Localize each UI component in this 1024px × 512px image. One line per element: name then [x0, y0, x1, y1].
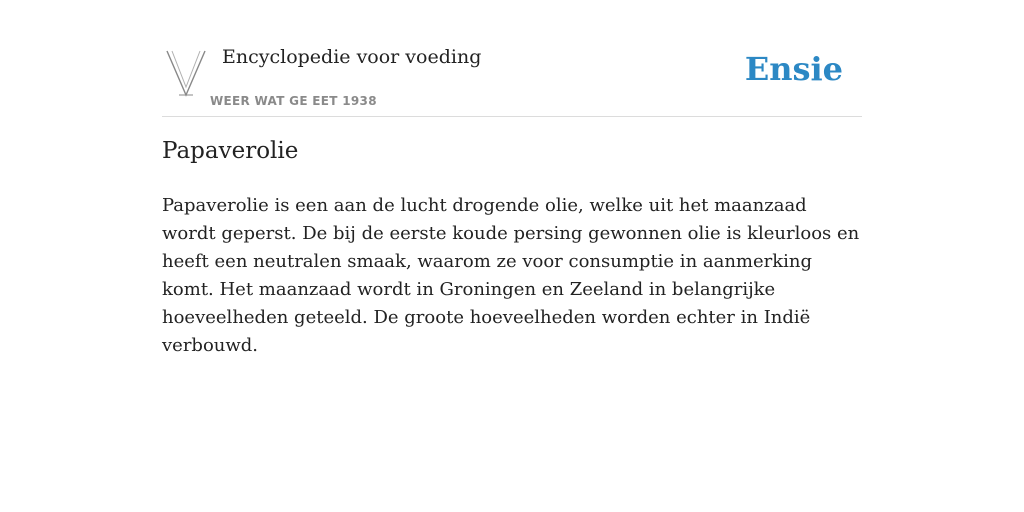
ensie-logo-link[interactable]: Ensie — [744, 50, 843, 88]
article-body: Papaverolie is een aan de lucht drogende olie, welke uit het maanzaad wordt geperst. De bij de eerste koude persing gewonnen olie is kleurloos en heeft een neutralen smaak, waarom ze voor consumptie in aanmerking komt. Het maanzaad wordt in Groningen en Zeeland in belangrijke hoeveelheden geteeld. De groote hoeveelheden worden echter in Indië verbouwd. — [162, 195, 860, 356]
article-title: Papaverolie — [162, 138, 299, 164]
header — [162, 40, 862, 117]
encyclopedia-title-link[interactable]: Encyclopedie voor voeding — [222, 46, 482, 68]
v-logo-icon[interactable] — [165, 49, 207, 97]
encyclopedia-subtitle: WEER WAT GE EET 1938 — [210, 94, 377, 108]
